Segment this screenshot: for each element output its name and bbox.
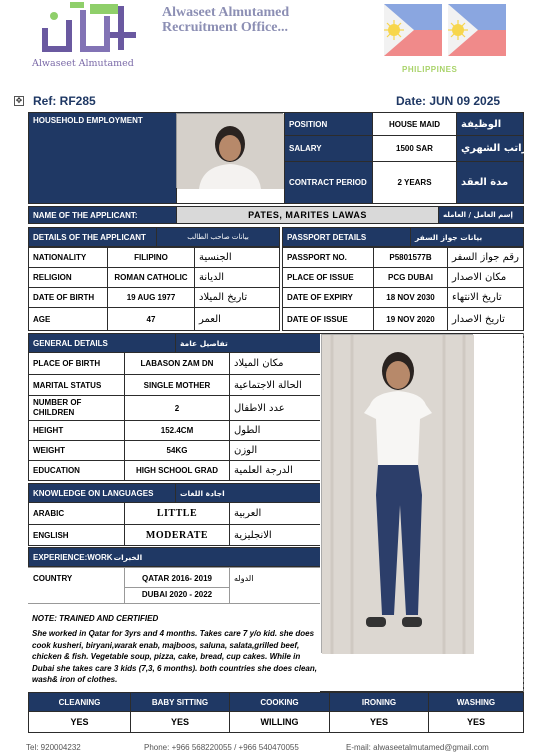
country-label: COUNTRY — [33, 573, 73, 583]
experience-entry-dubai: DUBAI 2020 - 2022 — [141, 589, 213, 599]
general-title-ar: تفاصيل عامة — [175, 333, 321, 353]
passport-no-label: PASSPORT NO. — [282, 247, 374, 268]
divider — [229, 567, 230, 603]
issue-date-value: 19 NOV 2020 — [373, 307, 448, 331]
religion-value: ROMAN CATHOLIC — [107, 267, 195, 288]
position-value: HOUSE MAID — [372, 112, 457, 136]
reference-number: Ref: RF285 — [33, 94, 96, 108]
details-title-ar: بيانات صاحب الطالب — [156, 227, 280, 247]
place-of-issue-label-ar: مكان الاصدار — [447, 267, 524, 288]
expiry-value: 18 NOV 2030 — [373, 287, 448, 308]
english-label-ar: الانجليزية — [229, 524, 321, 546]
divider — [28, 567, 321, 568]
experience-title-ar: الخبرات — [113, 552, 143, 562]
applicant-name-label-ar: إسم العامل / العامله — [438, 206, 524, 224]
footer-phone: Phone: +966 568220055 / +966 540470055 — [144, 743, 299, 752]
children-label: NUMBER OF CHILDREN — [28, 395, 125, 421]
education-value: HIGH SCHOOL GRAD — [124, 460, 230, 481]
place-of-birth-label: PLACE OF BIRTH — [28, 352, 125, 375]
applicant-photo-full — [321, 334, 473, 653]
passport-title: PASSPORT DETAILS — [282, 227, 411, 247]
skill-value-cleaning: YES — [28, 711, 131, 733]
note-body: She worked in Qatar for 3yrs and 4 months. Takes care 7 y/o kid. she does cook kusheri, biryani,warak enab, majboos, saluna, salata,grilled beef, chicken & fish. Vegetable soup, pizza, cake, bread, cup cakes. While in Dubai she takes care 3 kids (7,3, 6 months). both countries she does clean, wash& iron of clothes. — [32, 629, 317, 684]
place-of-issue-value: PCG DUBAI — [373, 267, 448, 288]
marital-status-label-ar: الحالة الاجتماعية — [229, 374, 321, 396]
religion-label: RELIGION — [28, 267, 108, 288]
place-of-birth-value: LABASON ZAM DN — [124, 352, 230, 375]
document-date: Date: JUN 09 2025 — [396, 94, 501, 108]
office-name — [162, 5, 289, 35]
position-label-ar: الوظيفة — [456, 112, 524, 136]
place-of-issue-label: PLACE OF ISSUE — [282, 267, 374, 288]
children-label-ar: عدد الاطفال — [229, 395, 321, 421]
expiry-label-ar: تاريخ الانتهاء — [447, 287, 524, 308]
skill-value-cooking: WILLING — [229, 711, 330, 733]
salary-value: 1500 SAR — [372, 135, 457, 162]
skill-label-ironing: IRONING — [329, 692, 429, 712]
logo-caption: Alwaseet Almutamed — [32, 58, 134, 69]
age-value: 47 — [107, 307, 195, 331]
passport-title-ar: بيانات جواز السفر — [410, 227, 524, 247]
languages-title-ar: اجادة اللغات — [175, 483, 321, 503]
height-label: HEIGHT — [28, 420, 125, 441]
household-employment-title: HOUSEHOLD EMPLOYMENT — [28, 112, 177, 204]
languages-title: KNOWLEDGE ON LANGUAGES — [28, 483, 176, 503]
details-title: DETAILS OF THE APPLICANT — [28, 227, 157, 247]
general-title: GENERAL DETAILS — [28, 333, 176, 353]
nationality-label: NATIONALITY — [28, 247, 108, 268]
religion-label-ar: الديانة — [194, 267, 280, 288]
office-name-line2: Recruitment Office... — [162, 20, 288, 35]
skill-label-baby-sitting: BABY SITTING — [130, 692, 230, 712]
weight-label-ar: الوزن — [229, 440, 321, 461]
dob-label-ar: تاريخ الميلاد — [194, 287, 280, 308]
applicant-name-value: PATES, MARITES LAWAS — [176, 206, 439, 224]
position-label: POSITION — [284, 112, 373, 136]
height-label-ar: الطول — [229, 420, 321, 441]
note-title: NOTE: TRAINED AND CERTIFIED — [32, 614, 159, 623]
issue-date-label-ar: تاريخ الاصدار — [447, 307, 524, 331]
office-name-line1: Alwaseet Almutamed — [162, 5, 290, 20]
experience-entry-qatar: QATAR 2016- 2019 — [142, 573, 212, 583]
experience-title-en: EXPERIENCE:WORK — [33, 552, 113, 562]
marital-status-label: MARITAL STATUS — [28, 374, 125, 396]
place-of-birth-label-ar: مكان الميلاد — [229, 352, 321, 375]
company-logo — [30, 2, 152, 70]
country-label-ar: الدوله — [234, 573, 254, 583]
education-label-ar: الدرجة العلمية — [229, 460, 321, 481]
divider — [124, 567, 125, 603]
age-label-ar: العمر — [194, 307, 280, 331]
weight-label: WEIGHT — [28, 440, 125, 461]
skill-label-cooking: COOKING — [229, 692, 330, 712]
skill-label-washing: WASHING — [428, 692, 524, 712]
footer-tel: Tel: 920004232 — [26, 743, 81, 752]
height-value: 152.4CM — [124, 420, 230, 441]
applicant-name-label: NAME OF THE APPLICANT: — [28, 206, 177, 224]
weight-value: 54KG — [124, 440, 230, 461]
table-move-handle-icon[interactable]: ✥ — [15, 96, 23, 105]
salary-label-ar: الراتب الشهري — [456, 135, 524, 162]
logo-calligraphy-icon — [40, 2, 140, 54]
dob-value: 19 AUG 1977 — [107, 287, 195, 308]
dob-label: DATE OF BIRTH — [28, 287, 108, 308]
experience-title — [28, 547, 321, 567]
arabic-label-ar: العربية — [229, 502, 321, 525]
arabic-level: LITTLE — [124, 502, 230, 525]
nationality-value: FILIPINO — [107, 247, 195, 268]
skill-label-cleaning: CLEANING — [28, 692, 131, 712]
divider — [520, 333, 524, 692]
children-value: 2 — [124, 395, 230, 421]
philippines-flags-icon — [384, 4, 508, 56]
skill-value-baby-sitting: YES — [130, 711, 230, 733]
expiry-label: DATE OF EXPIRY — [282, 287, 374, 308]
contract-value: 2 YEARS — [372, 161, 457, 204]
issue-date-label: DATE OF ISSUE — [282, 307, 374, 331]
skill-value-ironing: YES — [329, 711, 429, 733]
skill-value-washing: YES — [428, 711, 524, 733]
education-label: EDUCATION — [28, 460, 125, 481]
english-label: ENGLISH — [28, 524, 125, 546]
nationality-label-ar: الجنسية — [194, 247, 280, 268]
applicant-photo-small — [176, 113, 283, 188]
footer-email: E-mail: alwaseetalmutamed@gmail.com — [346, 743, 489, 752]
contract-label-ar: مدة العقد — [456, 161, 524, 204]
arabic-label: ARABIC — [28, 502, 125, 525]
age-label: AGE — [28, 307, 108, 331]
divider — [28, 603, 321, 604]
passport-no-label-ar: رقم جواز السفر — [447, 247, 524, 268]
marital-status-value: SINGLE MOTHER — [124, 374, 230, 396]
divider — [124, 587, 230, 588]
contract-label: CONTRACT PERIOD — [284, 161, 373, 204]
flag-label: PHILIPPINES — [402, 65, 458, 74]
salary-label: SALARY — [284, 135, 373, 162]
passport-no-value: P5801577B — [373, 247, 448, 268]
english-level: MODERATE — [124, 524, 230, 546]
